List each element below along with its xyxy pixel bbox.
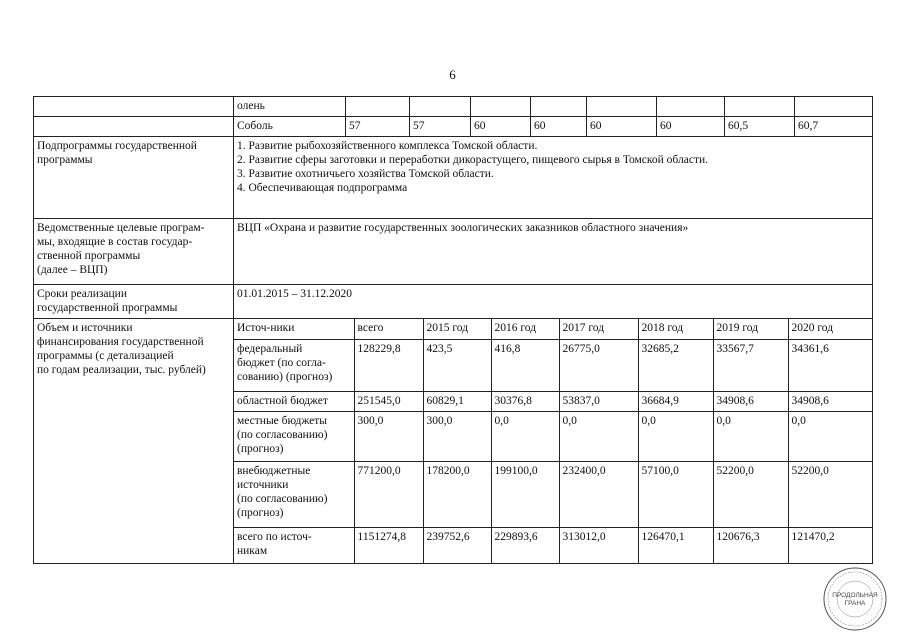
amount-cell: 0,0 [491, 411, 559, 461]
subprogram-item: 1. Развитие рыбохозяйственного комплекса Томской области. [237, 140, 538, 152]
amount-cell: 416,8 [491, 339, 559, 391]
subprogram-item: 4. Обеспечивающая подпрограмма [237, 182, 408, 194]
amount-cell: 34908,6 [788, 391, 872, 411]
amount-cell: 33567,7 [713, 339, 788, 391]
financing-header-row [234, 319, 872, 339]
amount-cell: 300,0 [423, 411, 491, 461]
source-cell: местные бюджеты (по согласованию) (прогноз) [234, 411, 354, 461]
financing-row [234, 461, 872, 527]
value-cell [657, 97, 725, 117]
financing-row [234, 391, 872, 411]
value-cell [587, 97, 657, 117]
value-cell [471, 97, 531, 117]
amount-cell: 52200,0 [713, 461, 788, 527]
column-header: 2020 год [788, 319, 872, 339]
amount-cell: 121470,2 [788, 527, 872, 563]
column-header: всего [354, 319, 423, 339]
column-header: 2015 год [423, 319, 491, 339]
amount-cell: 423,5 [423, 339, 491, 391]
species-cell: Соболь [234, 117, 346, 137]
amount-cell: 313012,0 [559, 527, 638, 563]
amount-cell: 36684,9 [638, 391, 713, 411]
amount-cell: 52200,0 [788, 461, 872, 527]
label-cell [34, 97, 234, 117]
subprograms-label: Подпрограммы государственной программы [34, 137, 234, 219]
column-header: 2016 год [491, 319, 559, 339]
vcp-label: Ведомственные целевые програм- мы, входящие в состав государ- ственной программы (далее – ВЦП) [34, 219, 234, 285]
value-cell [346, 97, 410, 117]
amount-cell: 128229,8 [354, 339, 423, 391]
terms-label: Сроки реализации государственной программы [34, 285, 234, 319]
table-row [34, 137, 873, 219]
column-header: Источ-ники [234, 319, 354, 339]
value-cell: 60 [471, 117, 531, 137]
stamp-text-line-1: ПРОДОЛЬНАЯ [832, 592, 878, 599]
species-cell: олень [234, 97, 346, 117]
value-cell [725, 97, 795, 117]
amount-cell: 771200,0 [354, 461, 423, 527]
amount-cell: 60829,1 [423, 391, 491, 411]
value-cell [410, 97, 471, 117]
financing-label: Объем и источники финансирования государственной программы (с детализацией по годам реализации, тыс. рублей) [34, 319, 234, 564]
financing-row [234, 411, 872, 461]
financing-cell [234, 319, 873, 564]
table-row [34, 319, 873, 564]
value-cell: 60 [657, 117, 725, 137]
source-cell: всего по источ- никам [234, 527, 354, 563]
value-cell: 60 [587, 117, 657, 137]
column-header: 2019 год [713, 319, 788, 339]
value-cell [795, 97, 873, 117]
amount-cell: 232400,0 [559, 461, 638, 527]
page-number: 6 [449, 67, 456, 82]
financing-table [234, 319, 872, 563]
passport-table [33, 96, 873, 564]
seal-stamp [822, 566, 888, 632]
financing-row [234, 527, 872, 563]
value-cell: 60,7 [795, 117, 873, 137]
amount-cell: 0,0 [788, 411, 872, 461]
table-row [34, 97, 873, 117]
financing-row [234, 339, 872, 391]
amount-cell: 300,0 [354, 411, 423, 461]
amount-cell: 199100,0 [491, 461, 559, 527]
amount-cell: 57100,0 [638, 461, 713, 527]
amount-cell: 251545,0 [354, 391, 423, 411]
amount-cell: 30376,8 [491, 391, 559, 411]
amount-cell: 0,0 [713, 411, 788, 461]
amount-cell: 32685,2 [638, 339, 713, 391]
table-row [34, 219, 873, 285]
amount-cell: 0,0 [638, 411, 713, 461]
value-cell: 60,5 [725, 117, 795, 137]
amount-cell: 126470,1 [638, 527, 713, 563]
value-cell: 57 [410, 117, 471, 137]
amount-cell: 229893,6 [491, 527, 559, 563]
label-cell [34, 117, 234, 137]
amount-cell: 26775,0 [559, 339, 638, 391]
column-header: 2018 год [638, 319, 713, 339]
table-row [34, 285, 873, 319]
amount-cell: 53837,0 [559, 391, 638, 411]
source-cell: областной бюджет [234, 391, 354, 411]
amount-cell: 178200,0 [423, 461, 491, 527]
value-cell: 57 [346, 117, 410, 137]
terms-value: 01.01.2015 – 31.12.2020 [234, 285, 873, 319]
amount-cell: 34361,6 [788, 339, 872, 391]
stamp-text-line-2: ГРАНА [844, 600, 866, 607]
value-cell: 60 [531, 117, 587, 137]
vcp-value: ВЦП «Охрана и развитие государственных зоологических заказников областного значения» [234, 219, 873, 285]
amount-cell: 34908,6 [713, 391, 788, 411]
source-cell: федеральный бюджет (по согла- сованию) (прогноз) [234, 339, 354, 391]
amount-cell: 120676,3 [713, 527, 788, 563]
amount-cell: 1151274,8 [354, 527, 423, 563]
amount-cell: 239752,6 [423, 527, 491, 563]
subprogram-item: 2. Развитие сферы заготовки и переработки дикорастущего, пищевого сырья в Томской области. [237, 154, 708, 166]
amount-cell: 0,0 [559, 411, 638, 461]
column-header: 2017 год [559, 319, 638, 339]
subprogram-item: 3. Развитие охотничьего хозяйства Томской области. [237, 168, 494, 180]
subprograms-list [234, 137, 873, 219]
table-row [34, 117, 873, 137]
value-cell [531, 97, 587, 117]
source-cell: внебюджетные источники (по согласованию) (прогноз) [234, 461, 354, 527]
